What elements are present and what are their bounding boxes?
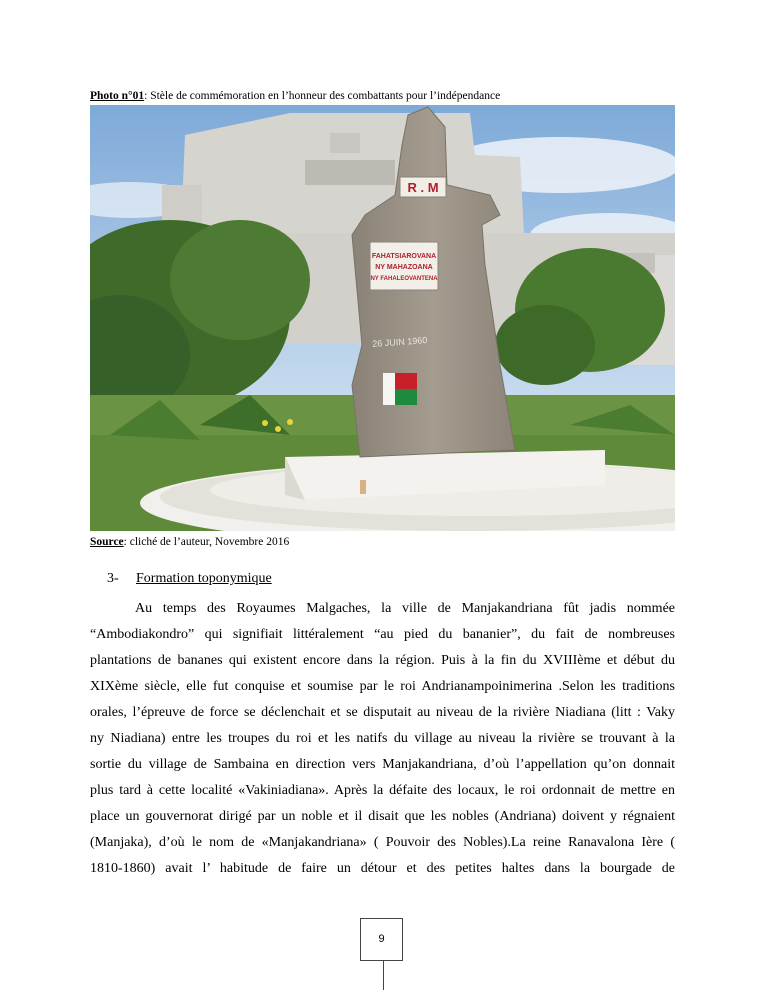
paragraph-line: sortie du village de Sambaina en direction vers Manjakandriana, d’où l’appellation qu’on donnait <box>90 757 675 772</box>
source-caption-text: : cliché de l’auteur, Novembre 2016 <box>123 536 290 548</box>
page-number: 9 <box>360 918 403 961</box>
source-caption <box>90 535 289 549</box>
section-number: 3- <box>107 571 119 586</box>
section-title: Formation toponymique <box>136 571 272 586</box>
paragraph-line: place un gouvernorat dirigé par un noble et il disait que les nobles (Andriana) doivent y régnaient <box>90 809 675 824</box>
paragraph-line: orales, l’épreuve de force se déclenchait et se disputait au niveau de la rivière Niadiana (litt : Vaky <box>90 705 675 720</box>
monument-photo <box>90 105 675 531</box>
body-paragraph <box>90 596 675 882</box>
paragraph-line: ny Niadiana) entre les troupes du roi et les natifs du village au niveau la rivière se trouvant à la <box>90 731 675 746</box>
paragraph-line: XIXème siècle, elle fut conquise et soumise par le roi Andrianampoinimerina .Selon les traditions <box>90 679 675 694</box>
paragraph-line: “Ambodiakondro” qui signifiait littéralement “au pied du bananier”, du fait de nombreuses <box>90 627 675 642</box>
monument-photo-illustration <box>90 105 675 531</box>
madagascar-flag-icon <box>383 373 417 405</box>
plaque-rm-text: R . M <box>407 180 439 195</box>
paragraph-line: (Manjaka), d’où le nom de «Manjakandriana» ( Pouvoir des Nobles).La reine Ranavalona Ière ( <box>90 835 675 850</box>
plaque-line-3: NY FAHALEOVANTENA <box>370 276 438 282</box>
page-number-connector <box>383 961 384 990</box>
paragraph-line: Au temps des Royaumes Malgaches, la ville de Manjakandriana fût jadis nommée <box>135 601 675 616</box>
photo-caption-text: : Stèle de commémoration en l’honneur des combattants pour l’indépendance <box>144 90 501 102</box>
paragraph-line: plantations de bananes qui existent encore dans la région. Puis à la fin du XVIIIème et début du <box>90 653 675 668</box>
photo-caption-label: Photo n°01 <box>90 90 145 102</box>
paragraph-line: plus tard à cette localité «Vakiniadiana». Après la défaite des locaux, le roi ordonnait de mettre en <box>90 783 675 798</box>
section-heading <box>107 570 272 587</box>
source-caption-label: Source <box>90 536 124 548</box>
plaque-line-2: NY MAHAZOANA <box>375 264 433 271</box>
paragraph-line: 1810-1860) avait l’ habitude de faire un détour et des petites haltes dans la bourgade de <box>90 861 675 876</box>
carved-date: 26 JUIN 1960 <box>371 335 428 349</box>
photo-caption <box>90 89 500 103</box>
plaque-line-1: FAHATSIAROVANA <box>371 253 437 260</box>
